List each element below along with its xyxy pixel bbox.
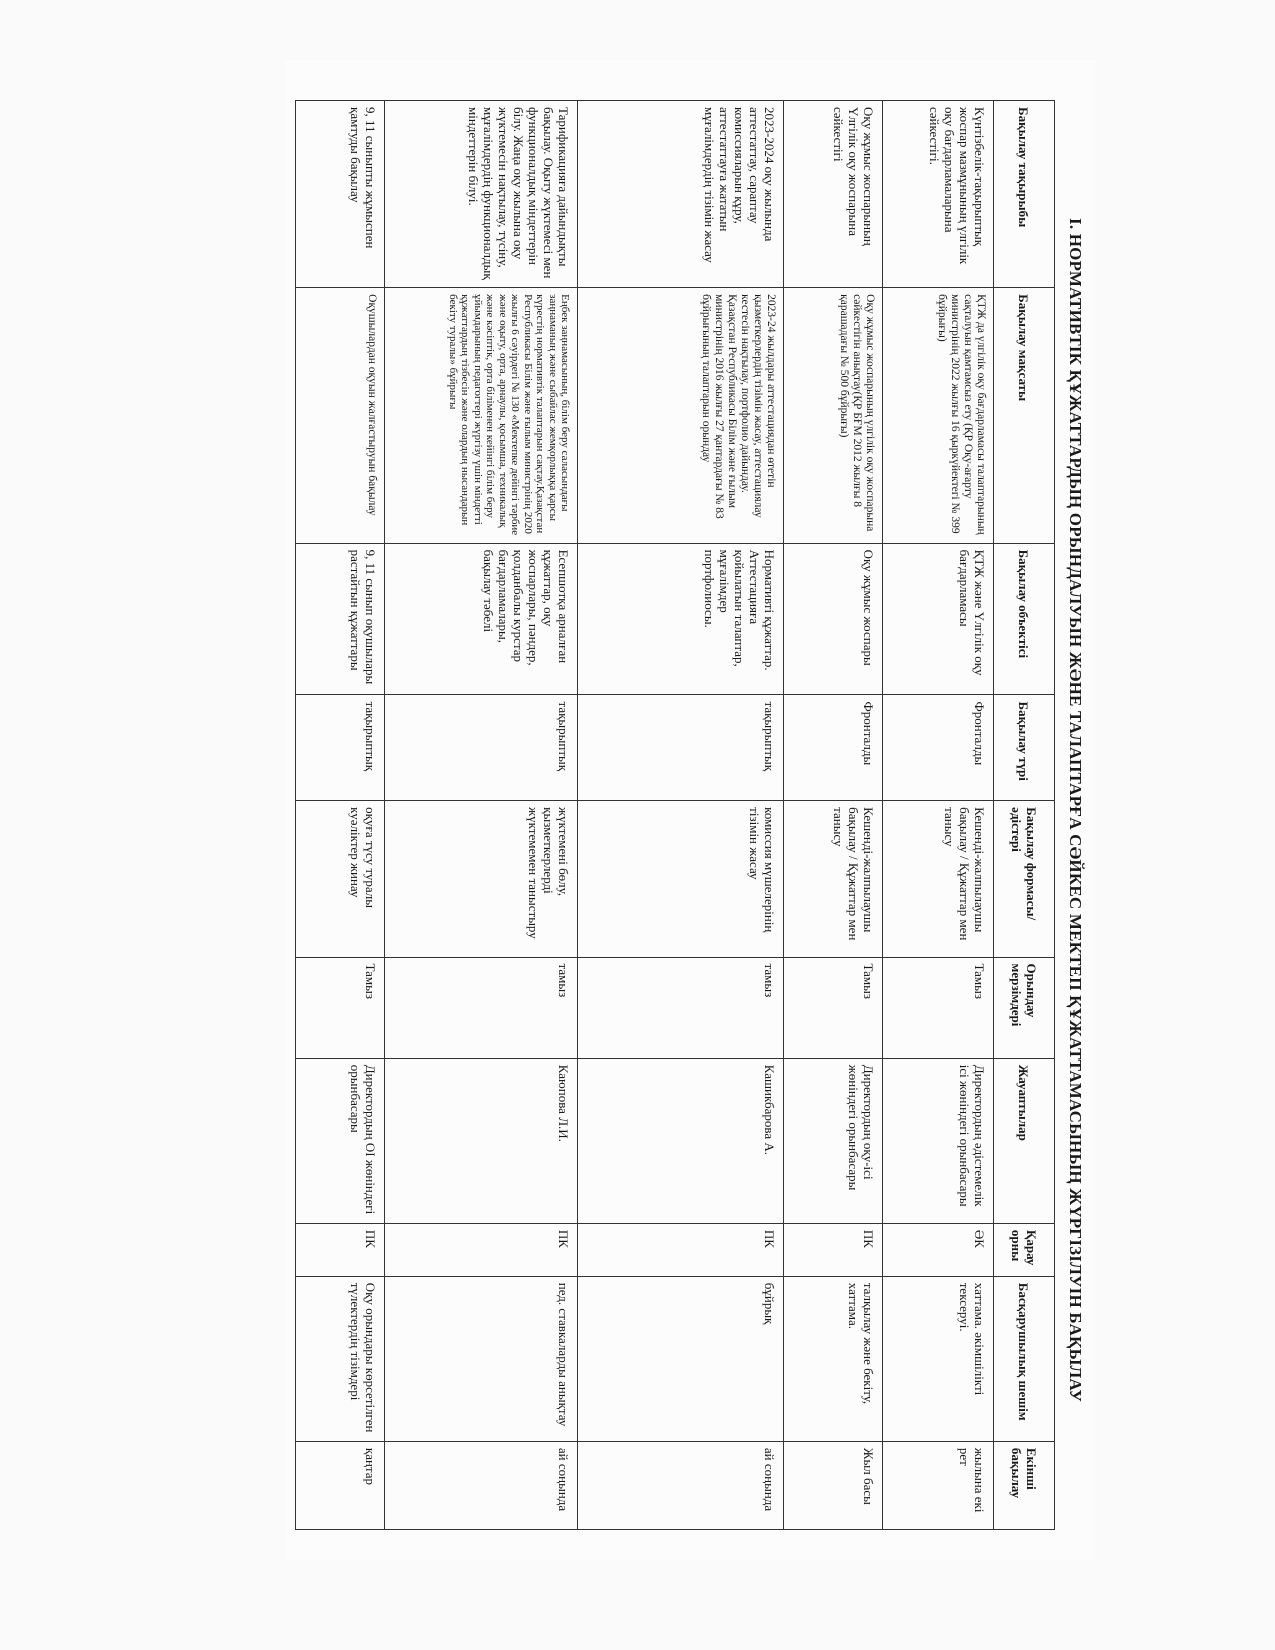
header-responsible: Жауаптылар xyxy=(994,1058,1055,1223)
cell-type: тақырыптық xyxy=(578,695,783,801)
cell-form: Кешенді-жалпылаушы бақылау / Құжаттар мен танысу xyxy=(783,801,882,957)
cell-object: Нормативті құжаттар. Аттестацияға қойылатын талаптар, мұғалімдер портфолиосы. xyxy=(578,543,783,695)
header-type: Бақылау түрі xyxy=(994,695,1055,801)
cell-form: жүктемені бөлу, қызметкерлерді жүктемемен таныстыру xyxy=(385,801,578,957)
cell-topic: Оқу жұмыс жоспарының Үлгілік оқу жоспарына сәйкестігі xyxy=(783,101,882,288)
header-decision: Басқарушылық шешім xyxy=(994,1276,1055,1441)
cell-second: ай соңында xyxy=(385,1441,578,1529)
header-aim: Бақылау мақсаты xyxy=(994,288,1055,543)
table-row xyxy=(296,101,385,1530)
cell-deadline: Тамыз xyxy=(882,957,993,1058)
cell-object: Есепшотқа арналған құжаттар, оқу жоспарлары, пәндер, қолданбалы курстар бағдарламалары, бақылау тәбелі xyxy=(385,543,578,695)
cell-decision: талқылау және бекіту, хаттама. xyxy=(783,1276,882,1441)
control-table xyxy=(295,100,1055,1530)
cell-responsible: Директордың ОІ жөніндегі орынбасары xyxy=(296,1058,385,1223)
cell-aim: Оқушылардан оқуын жалғастыруын бақылау xyxy=(296,288,385,543)
cell-topic: Тарификацияға дайындықты бақылау. Оқыту жүктемесі мен функционалдық міндеттерін білу. Жаңа оқу жылына оқу жүктемесін нақтылау, түсіну, мұғалімдердің функционалдық міндеттерін білуі. xyxy=(385,101,578,288)
header-form: Бақылау формасы/ әдістері xyxy=(994,801,1055,957)
cell-decision: хаттама. әкімшілікті тексеруі. xyxy=(882,1276,993,1441)
cell-second: ай соңында xyxy=(578,1441,783,1529)
cell-deadline: Тамыз xyxy=(296,957,385,1058)
cell-second: қаңтар xyxy=(296,1441,385,1529)
cell-type: Фронталды xyxy=(882,695,993,801)
cell-topic: Күнтізбелік-тақырыптық жоспар мазмұнының үлгілік оқу бағдарламаларына сәйкестігі. xyxy=(882,101,993,288)
header-place: Қарау орны xyxy=(994,1223,1055,1276)
cell-responsible: Кашикбарова А. xyxy=(578,1058,783,1223)
header-row xyxy=(994,101,1055,1530)
cell-place: ПК xyxy=(783,1223,882,1276)
cell-type: Фронталды xyxy=(783,695,882,801)
cell-place: ӘК xyxy=(882,1223,993,1276)
cell-aim: ҚТЖ да үлгілік оқу бағдарламасы талаптарының сақталуын қамтамсыз ету (ҚР Оқу-ағарту министрінің 2022 жылғы 16 қыркүйектегі № 399 бұйрығы) xyxy=(882,288,993,543)
header-second: Екінші бақылау xyxy=(994,1441,1055,1529)
rotated-page xyxy=(285,60,1095,1560)
cell-decision: бұйрық xyxy=(578,1276,783,1441)
cell-deadline: Тамыз xyxy=(783,957,882,1058)
cell-responsible: Каюпова Л.И. xyxy=(385,1058,578,1223)
cell-decision: Оқу орындары көрсетілген түлектердің тізімдері xyxy=(296,1276,385,1441)
document-title: І. НОРМАТИВТІК ҚҰЖАТТАРДЫҢ ОРЫНДАЛУЫН ЖӘНЕ ТАЛАПТАРҒА СӘЙКЕС МЕКТЕП ҚҰЖАТТАМАСЫНЫҢ ЖҮРГІЗІЛУІН БАҚЫЛАУ xyxy=(1066,218,1085,1402)
table-row xyxy=(578,101,783,1530)
cell-second: Жыл басы xyxy=(783,1441,882,1529)
cell-form: оқуға түсу туралы куәліктер жинау xyxy=(296,801,385,957)
cell-second: жылына екі рет xyxy=(882,1441,993,1529)
cell-type: тақырыптық xyxy=(296,695,385,801)
cell-aim: Еңбек заңнамасының, білім беру саласындағы заңнаманың және сыбайлас жемқорлыққа қарсы күрестің нормативтік талаптарын сақтау.Қазақстан Республикасы Білім және ғылым министрінің 2020 жылғы 6 сәуірдегі № 130 «Мектепке дейінгі тәрбие және оқыту, орта, арнаулы, қосымша, техникалық және кәсіптік, орта біліменен кейінгі білім беру ұйымдарының педагогтері жүргізу үшін міндетті құжаттардың тізбесін және олардың нысандарын бекіту туралы» бұйрығы xyxy=(385,288,578,543)
cell-place: ПК xyxy=(296,1223,385,1276)
cell-form: Кешенді-жалпылаушы бақылау / Құжаттар мен танысу xyxy=(882,801,993,957)
cell-form: комиссия мүшелерінің тізімін жасау xyxy=(578,801,783,957)
cell-place: ПК xyxy=(385,1223,578,1276)
cell-decision: пед. ставкаларды анықтау xyxy=(385,1276,578,1441)
cell-deadline: тамыз xyxy=(385,957,578,1058)
cell-responsible: Директордың оқу-ісі жөніндегі орынбасары xyxy=(783,1058,882,1223)
cell-topic: 2023-2024 оқу жылында аттестаттау, сараптау комиссияларын құру, аттестаттауға жататын мұғалімдердің тізімін жасау xyxy=(578,101,783,288)
cell-object: Оқу жұмыс жоспары xyxy=(783,543,882,695)
cell-type: тақырыптық xyxy=(385,695,578,801)
header-object: Бақылау объектісі xyxy=(994,543,1055,695)
cell-responsible: Директордың әдістемелік ісі жөніндегі орынбасары xyxy=(882,1058,993,1223)
header-deadline: Орындау мерзімдері xyxy=(994,957,1055,1058)
cell-object: ҚТЖ және Үлгілік оқу бағдарламасы xyxy=(882,543,993,695)
table-row xyxy=(783,101,882,1530)
table-row xyxy=(882,101,993,1530)
table-row xyxy=(385,101,578,1530)
cell-place: ПК xyxy=(578,1223,783,1276)
header-topic: Бақылау тақырыбы xyxy=(994,101,1055,288)
cell-object: 9, 11 сынып оқушылары растайтын құжаттары xyxy=(296,543,385,695)
cell-aim: Оқу жұмыс жоспарының үлгілік оқу жоспарына сәйкестігін анықтау(ҚР БҒМ 2012 жылғы 8 қарашадағы № 500 бұйрығы) xyxy=(783,288,882,543)
cell-deadline: тамыз xyxy=(578,957,783,1058)
cell-aim: 2023-24 жылдары аттестациядан өтетін қызметкерлердің тізімін жасау, аттестациялау кестесін нақтылау, портфолио дайындау. Қазақстан Республикасы Білім және ғылым министрінің 2016 жылғы 27 қантардағы № 83 бұйрығының талаптарын орындау xyxy=(578,288,783,543)
cell-topic: 9, 11 сыныпты жұмыспен қамтуды бақылау xyxy=(296,101,385,288)
